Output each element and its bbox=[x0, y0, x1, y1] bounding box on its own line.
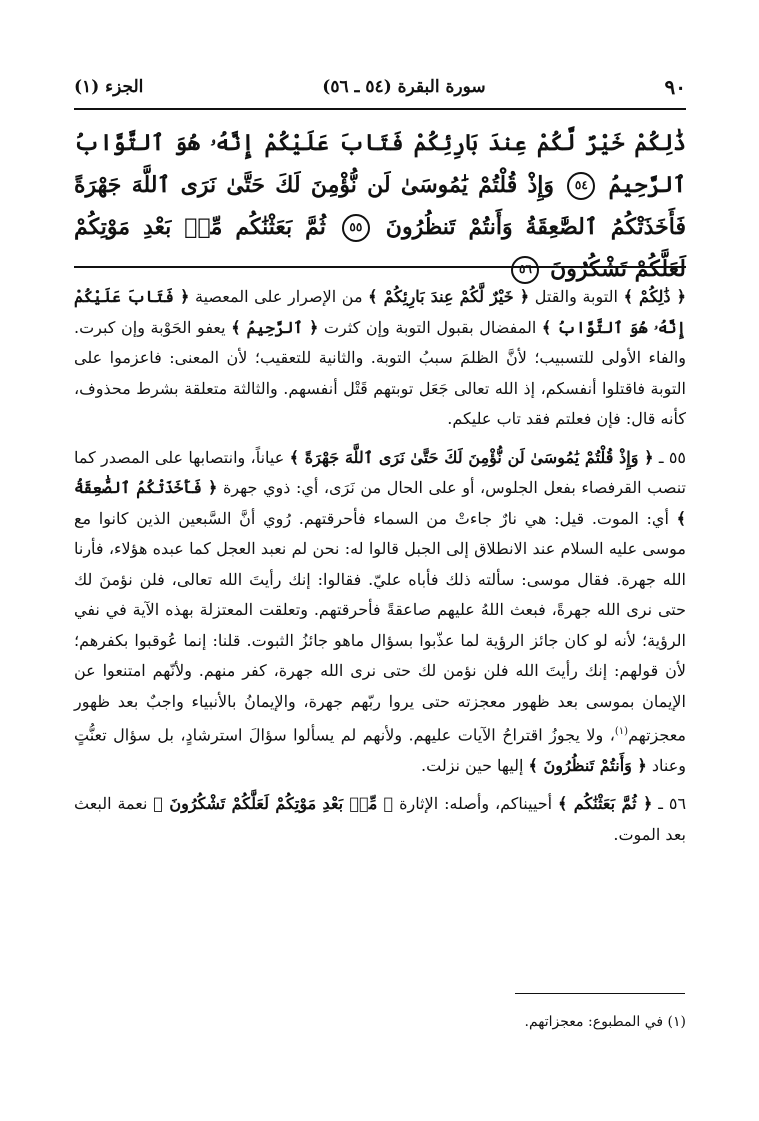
verse-reference-number: ٥٥ ـ bbox=[653, 447, 687, 467]
page-header bbox=[74, 70, 686, 104]
commentary-text: يعفو الحَوْبة وإن كبرت. والفاء الأولى للتسبيب؛ لأنَّ الظلمَ سببُ التوبة. والثانية للتعقيب؛ لأن المعنى: فاعزموا على التوبة فاقتلوا أنفسكم، إذ الله تعالى جَعَل توبتهم قَتْل أنفسهم. والثالثة متعلقة بشرط محذوف، كأنه قال: فإن فعلتم فقد تاب عليكم. bbox=[74, 317, 686, 428]
verses-divider bbox=[74, 266, 686, 268]
commentary-text: نعمة البعث بعد الموت. bbox=[74, 794, 686, 844]
verse-56-text: ثُمَّ بَعَثْنَٰكُم مِّنۢ بَعْدِ مَوْتِكُمْ لَعَلَّكُمْ تَشْكُرُونَ bbox=[74, 214, 686, 282]
quran-quote: ﴿ خَيْرٌ لَّكُمْ عِندَ بَارِئِكُمْ ﴾ bbox=[368, 287, 530, 306]
footnote-divider bbox=[515, 993, 685, 994]
commentary-text: التوبة والقتل bbox=[529, 287, 624, 306]
commentary-body bbox=[74, 282, 686, 858]
verse-number-56: ٥٦ bbox=[511, 256, 539, 284]
quran-quote: ﴿ مِّنۢ بَعْدِ مَوْتِكُمْ لَعَلَّكُمْ تَشْكُرُونَ ﴾ bbox=[153, 794, 394, 814]
verse-number-55: ٥٥ bbox=[342, 214, 370, 242]
commentary-paragraph-56 bbox=[74, 789, 686, 850]
commentary-paragraph-55 bbox=[74, 443, 686, 782]
commentary-text: المفضال بقبول التوبة وإن كثرت bbox=[318, 317, 542, 337]
verse-54-text: ذَٰلِكُمْ خَيْرٌ لَّكُمْ عِندَ بَارِئِكُمْ فَتَابَ عَلَيْكُمْ إِنَّهُۥ هُوَ ٱلتَّوَّابُ ٱلرَّحِيمُ bbox=[74, 130, 686, 198]
page-number: ٩٠ bbox=[664, 75, 686, 99]
quran-quote: ﴿ ذَٰلِكُمْ ﴾ bbox=[623, 287, 687, 306]
quran-quote: ﴿ ثُمَّ بَعَثْنَٰكُم ﴾ bbox=[558, 794, 653, 814]
footnote-reference: (١) bbox=[614, 726, 629, 737]
part-label: الجزء (١) bbox=[74, 77, 144, 97]
commentary-text: عياناً، وانتصابها على المصدر كما تنصب القرفصاء بفعل الجلوس، أو على الحال من نَرَى، أي: ذوي جهرة bbox=[74, 447, 687, 497]
quran-quote: ﴿ فَتَابَ عَلَيْكُمْ إِنَّهُۥ هُوَ ٱلتَّوَّابُ ﴾ bbox=[74, 287, 687, 337]
header-divider bbox=[74, 108, 686, 110]
surah-title: سورة البقرة (٥٤ ـ ٥٦) bbox=[322, 77, 486, 97]
quran-verses bbox=[74, 122, 686, 290]
quran-quote: ﴿ وَأَنتُمْ تَنظُرُونَ ﴾ bbox=[528, 755, 647, 775]
verse-number-54: ٥٤ bbox=[567, 172, 595, 200]
commentary-text: من الإصرار على المعصية bbox=[189, 287, 369, 306]
commentary-text: أي: الموت. قيل: هي نارٌ جاءتْ من السماء فأحرقتهم. رُوي أنَّ السَّبعين الذين كانوا مع موسى عليه السلام عند الانطلاق إلى الجبل قالوا له: نحن لم نعبد العجل كما عبده هؤلاء، فأرنا الله جهرة. فقال موسى: سألته ذلك فأباه عليّ. فقالوا: إنك رأيتَ الله تعالى، فلن نؤمنَ لك حتى نرى الله جهرةً، فبعث اللهُ عليهم صاعقةً فأحرقتهم. وتعلقت المعتزلة بهذه الآية في نفي الرؤية؛ لأنه لو كان جائز الرؤية لما عذّبوا بسؤال ماهو جائزُ الثبوت. قلنا: إنما عُوقبوا بكفرهم؛ لأن قولهم: إنك رأيتَ الله فلن نؤمن لك حتى نرى الله جهرة، كفر منهم. ولأنّهم امتنعوا عن الإيمان بموسى بعد ظهور معجزته حتى يروا ربّهم جهرة، والإيمانُ بالأنبياء واجبٌ بعد ظهور معجزتهم bbox=[74, 508, 686, 745]
footnote: (١) في المطبوع: معجزاتهم. bbox=[524, 1014, 686, 1030]
verse-55-text: وَإِذْ قُلْتُمْ يَٰمُوسَىٰ لَن نُّؤْمِنَ لَكَ حَتَّىٰ نَرَى ٱللَّهَ جَهْرَةً فَأَخَذَتْكُمُ ٱلصَّٰعِقَةُ وَأَنتُمْ تَنظُرُونَ bbox=[74, 172, 686, 240]
commentary-text: ، ولا يجوزُ اقتراحُ الآيات عليهم. ولأنهم لم يسألوا سؤالَ استرشادٍ، بل سؤال تعنُّتٍ وعناد bbox=[74, 725, 686, 775]
quran-quote: ﴿ وَإِذْ قُلْتُمْ يَٰمُوسَىٰ لَن نُّؤْمِنَ لَكَ حَتَّىٰ نَرَى ٱللَّهَ جَهْرَةً ﴾ bbox=[289, 447, 654, 467]
commentary-paragraph-54 bbox=[74, 282, 686, 435]
commentary-text: أحييناكم، وأصله: الإثارة bbox=[393, 794, 559, 814]
quran-quote: ﴿ ٱلرَّحِيمُ ﴾ bbox=[231, 317, 319, 337]
verse-reference-number: ٥٦ ـ bbox=[652, 794, 687, 814]
quran-quote: ﴿ فَأَخَذَتْكُمُ ٱلصَّٰعِقَةُ ﴾ bbox=[74, 478, 687, 528]
commentary-text: إليها حين نزلت. bbox=[421, 755, 529, 775]
